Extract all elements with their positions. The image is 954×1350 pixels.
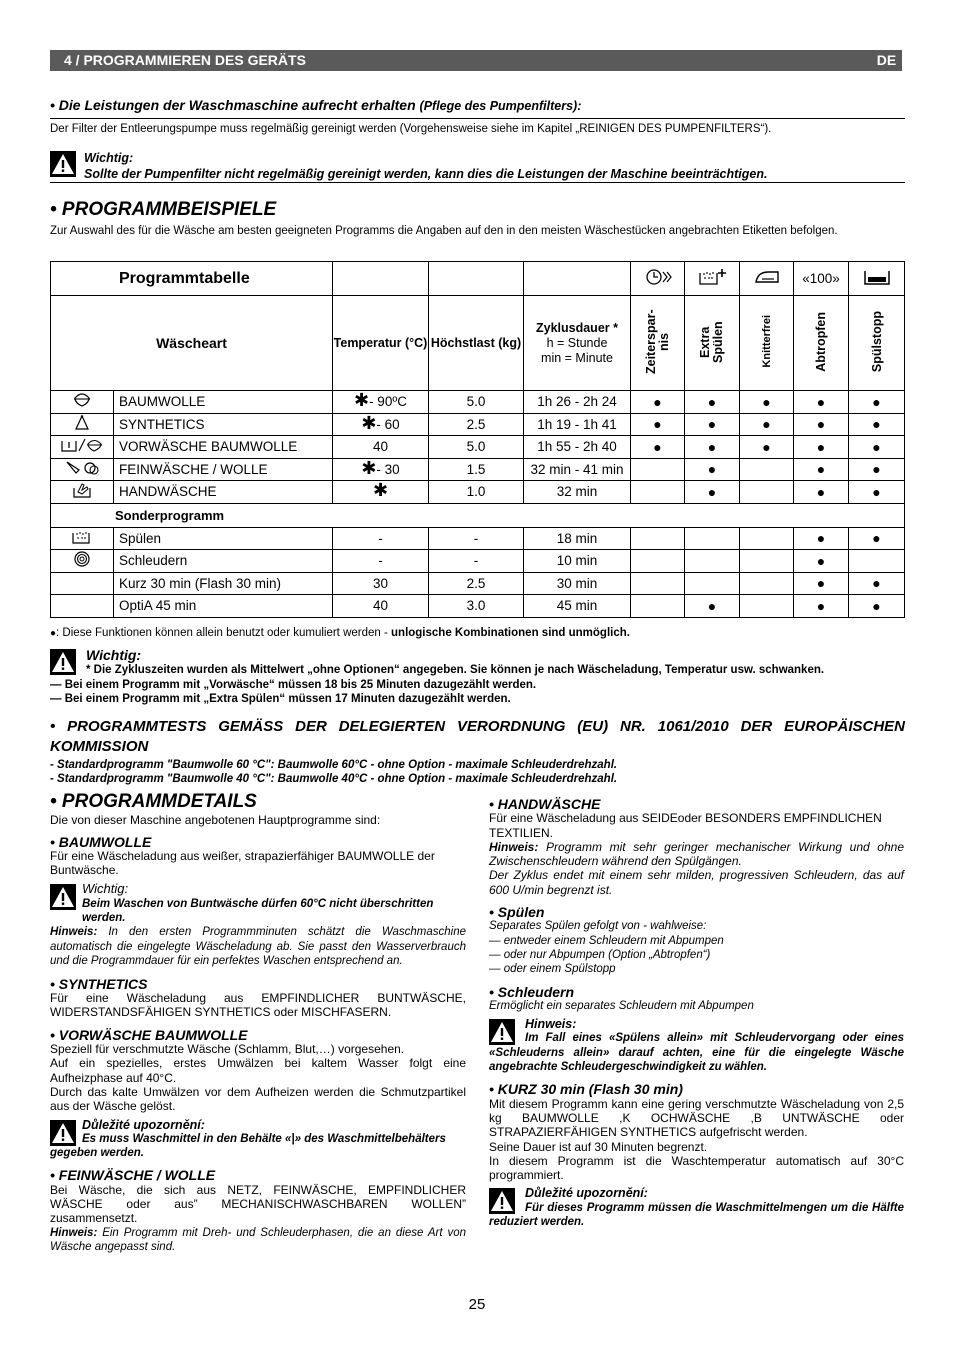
- spuelen-text: — oder nur Abpumpen (Option „Abtropfen“): [489, 948, 711, 961]
- rinse-icon: [51, 527, 114, 550]
- vorwaesche-warning-text: Es muss Waschmittel in den Behälte «|» des Waschmittelbehälters gegeben werden.: [50, 1132, 446, 1160]
- col-header-time-saving: Zeiterspar-nis: [631, 296, 685, 391]
- handwaesche-heading: • HANDWÄSCHE: [489, 796, 601, 812]
- handwash-icon: [51, 481, 114, 504]
- spuelen-heading: • Spülen: [489, 904, 545, 921]
- spuelen-text: Separates Spülen gefolgt von - wahlweise:: [489, 920, 707, 933]
- spuelen-text: — entweder einem Schleudern mit Abpumpen: [489, 934, 724, 947]
- beispiele-text: Zur Auswahl des für die Wäsche am besten geeigneten Programms die Angaben auf den in den meisten Wäschestücken angebrachten Etiketten befolgen.: [50, 225, 838, 237]
- vorwaesche-heading: • VORWÄSCHE BAUMWOLLE: [50, 1026, 248, 1043]
- synthetics-icon: [51, 413, 114, 436]
- beispiele-heading: • PROGRAMMBEISPIELE: [50, 199, 277, 220]
- notes-line: — Bei einem Programm mit „Extra Spülen“ müssen 17 Minuten dazugezählt werden.: [50, 693, 511, 705]
- warning-icon: [50, 649, 76, 675]
- intro-text: Der Filter der Entleerungspumpe muss regelmäßig gereinigt werden (Vorgehensweise siehe im Kapitel „REINIGEN DES PUMPENFILTERS“).: [50, 123, 772, 135]
- rinse-hold-icon: [849, 262, 905, 296]
- synthetics-text: Für eine Wäscheladung aus EMPFINDLICHER BUNTWÄSCHE, WIDERSTANDSFÄHIGEN SYNTHETICS oder MISCHFASERN.: [50, 991, 466, 1020]
- schleudern-warning-text: Im Fall eines «Spülens allein» mit Schleudervorgang oder eines «Schleuderns allein» darauf achten, eine für die eingelegte Wäsche angebrachte Schleudergeschwindigkeit zu wählen.: [489, 1032, 904, 1074]
- table-section-row: Sonderprogramm: [51, 503, 905, 527]
- feinwaesche-note: Hinweis: Ein Programm mit Dreh- und Schleuderphasen, die an diese Art von Wäsche angepasst sind.: [50, 1226, 466, 1253]
- kurz-warning-text: Für dieses Programm müssen die Waschmittelmengen um die Hälfte reduziert werden.: [489, 1201, 904, 1229]
- kurz-text: Seine Dauer ist auf 30 Minuten begrenzt.: [489, 1139, 708, 1154]
- notes-line: * Die Zykluszeiten wurden als Mittelwert „ohne Optionen“ angegeben. Sie können je nach Wäscheladung, Temperatur usw. schwanken.: [86, 664, 825, 676]
- notes-line: — Bei einem Programm mit „Vorwäsche“ müssen 18 bis 25 Minuten dazugezählt werden.: [50, 679, 537, 691]
- prewash-cotton-icon: [51, 436, 114, 459]
- vorwaesche-text: Durch das kalte Umwälzen vor dem Aufheizen werden die Schmutzpartikel aus der Wäsche gelöst.: [50, 1084, 466, 1114]
- tests-heading: • PROGRAMMTESTS GEMÄSS DER DELEGIERTEN VERORDNUNG (EU) NR. 1061/2010 DER EUROPÄISCHEN KOMMISSION: [50, 718, 905, 755]
- time-saving-icon: [631, 262, 685, 296]
- table-row: SYNTHETICS ✱- 60 2.5 1h 19 - 1h 41 ● ● ● ● ●: [51, 413, 905, 436]
- warning-icon: [50, 151, 76, 177]
- spuelen-text: — oder einem Spülstopp: [489, 963, 616, 976]
- synthetics-heading: • SYNTHETICS: [50, 975, 148, 992]
- kurz-heading: • KURZ 30 min (Flash 30 min): [489, 1081, 683, 1098]
- table-row: FEINWÄSCHE / WOLLE ✱- 30 1.5 32 min - 41 min ● ● ●: [51, 458, 905, 481]
- tests-line: - Standardprogramm "Baumwolle 60 °C": Baumwolle 60°C - ohne Option - maximale Schleuderdrehzahl.: [50, 759, 618, 771]
- baumwolle-note: Hinweis: In den ersten Programmminuten schätzt die Waschmaschine automatisch die eingelegte Wäscheladung ab. Sie passt den Wasserverbrauch und die Programmdauer für ein perfektes Waschen entsprechend an.: [50, 926, 466, 968]
- col-header-drain: Abtropfen: [794, 296, 849, 391]
- baumwolle-text: Für eine Wäscheladung aus weißer, strapazierfähiger BAUMWOLLE der Buntwäsche.: [50, 848, 435, 878]
- program-table: [50, 261, 905, 618]
- col-header-extra-rinse: Extra Spülen: [685, 296, 740, 391]
- warning-icon: [50, 884, 76, 910]
- snowflake-icon: ✱: [361, 457, 377, 478]
- table-row: OptiA 45 min 40 3.0 45 min ● ● ●: [51, 595, 905, 618]
- table-title: Programmtabelle: [51, 262, 333, 296]
- details-right-column: [489, 797, 904, 1229]
- feinwaesche-text: Bei Wäsche, die sich aus NETZ, FEINWÄSCHE, EMPFINDLICHER WÄSCHE oder aus” MECHANISCHWASCHBAREN WOLLEN” zusammensetzt.: [50, 1182, 466, 1226]
- language-badge: DE: [871, 50, 902, 71]
- table-row: HANDWÄSCHE ✱ 1.0 32 min ● ● ●: [51, 481, 905, 504]
- handwaesche-text: Für eine Wäscheladung aus SEIDEoder BESONDERS EMPFINDLICHEN TEXTILIEN.: [489, 811, 882, 840]
- baumwolle-warning: Wichtig: Beim Waschen von Buntwäsche dürfen 60°C nicht überschritten werden.: [50, 882, 466, 925]
- baumwolle-heading: • BAUMWOLLE: [50, 833, 152, 850]
- vorwaesche-text: Auf ein spezielles, erstes Umwälzen bei kaltem Wasser folgt eine Aufheizphase auf 40°C.: [50, 1056, 466, 1085]
- handwaesche-note: Hinweis: Programm mit sehr geringer mechanischer Wirkung und ohne Zwischenschleudern während den Spülgängen.: [489, 839, 904, 869]
- tests-line: - Standardprogramm "Baumwolle 40 °C": Baumwolle 40°C - ohne Option - maximale Schleuderdrehzahl.: [50, 773, 618, 785]
- table-row: Spülen - - 18 min ● ●: [51, 527, 905, 550]
- kurz-text: Mit diesem Programm kann eine gering verschmutzte Wäscheladung von 2,5 kg BAUMWOLLE ,K OCHWÄSCHE ,B UNTWÄSCHE oder STRAPAZIERFÄHIGEN SYNTHETICS aufgefrischt werden.: [489, 1096, 904, 1140]
- spin-icon: [51, 550, 114, 573]
- col-header-waescheart: Wäscheart: [51, 296, 333, 391]
- divider: [50, 118, 905, 119]
- intro-title: • Die Leistungen der Waschmaschine aufrecht erhalten (Pflege des Pumpenfilters):: [50, 97, 582, 113]
- divider: [50, 182, 905, 183]
- vorwaesche-text: Speziell für verschmutzte Wäsche (Schlamm, Blut,…) vorgesehen.: [50, 1042, 405, 1057]
- details-intro: Die von dieser Maschine angebotenen Hauptprogramme sind:: [50, 813, 381, 828]
- feinwaesche-heading: • FEINWÄSCHE / WOLLE: [50, 1167, 216, 1184]
- warning-icon: [489, 1188, 515, 1214]
- table-row: VORWÄSCHE BAUMWOLLE 40 5.0 1h 55 - 2h 40 ● ● ● ● ●: [51, 436, 905, 459]
- details-left-column: [50, 791, 466, 1254]
- snowflake-icon: ✱: [353, 390, 370, 411]
- delicate-wool-icon: [51, 458, 114, 481]
- schleudern-warning: Hinweis:: [489, 1017, 904, 1031]
- cotton-icon: [51, 391, 114, 414]
- table-row: Schleudern - - 10 min ●: [51, 550, 905, 573]
- iron-icon: [740, 262, 794, 296]
- snowflake-icon: ✱: [361, 412, 377, 433]
- page-number: 25: [468, 1296, 486, 1313]
- kurz-text: In diesem Programm ist die Waschtemperatur automatisch auf 30°C programmiert.: [489, 1153, 904, 1183]
- kurz-warning: Důležité upozornění:: [489, 1186, 904, 1200]
- section-header: 4 / PROGRAMMIEREN DES GERÄTS: [50, 50, 874, 71]
- vorwaesche-warning: Důležité upozornění:: [50, 1118, 466, 1132]
- table-row: BAUMWOLLE ✱- 90ºC 5.0 1h 26 - 2h 24 ● ● ● ● ●: [51, 391, 905, 414]
- extra-rinse-icon: [685, 262, 740, 296]
- spin-speed-label: «100»: [794, 262, 849, 296]
- warning-icon: [489, 1019, 515, 1045]
- details-heading: • PROGRAMMDETAILS: [50, 791, 257, 812]
- col-header-rinse-hold: Spülstopp: [849, 296, 905, 391]
- schleudern-heading: • Schleudern: [489, 983, 575, 1000]
- warning-icon: [50, 1120, 76, 1146]
- legend-note: ●: Diese Funktionen können allein benutzt oder kumuliert werden - unlogische Kombinationen sind unmöglich.: [50, 627, 630, 639]
- col-header-knitterfrei: Knitterfrei: [740, 296, 794, 391]
- schleudern-text: Ermöglicht ein separates Schleudern mit Abpumpen: [489, 999, 754, 1012]
- col-header-load: Höchstlast (kg): [429, 296, 524, 391]
- table-row: Kurz 30 min (Flash 30 min) 30 2.5 30 min ● ●: [51, 572, 905, 595]
- handwaesche-note: Der Zyklus endet mit einem sehr milden, progressiven Schleudern, das auf 600 U/min begrenzt ist.: [489, 868, 904, 897]
- col-header-temperature: Temperatur (°C): [333, 296, 429, 391]
- snowflake-icon: ✱: [372, 480, 389, 501]
- col-header-cycle: Zyklusdauer * h = Stunde min = Minute: [524, 296, 631, 391]
- intro-warning: Wichtig: Sollte der Pumpenfilter nicht regelmäßig gereinigt werden, kann dies die Leistungen der Maschine beeinträchtigen.: [84, 151, 768, 181]
- notes-title: Wichtig:: [86, 647, 142, 663]
